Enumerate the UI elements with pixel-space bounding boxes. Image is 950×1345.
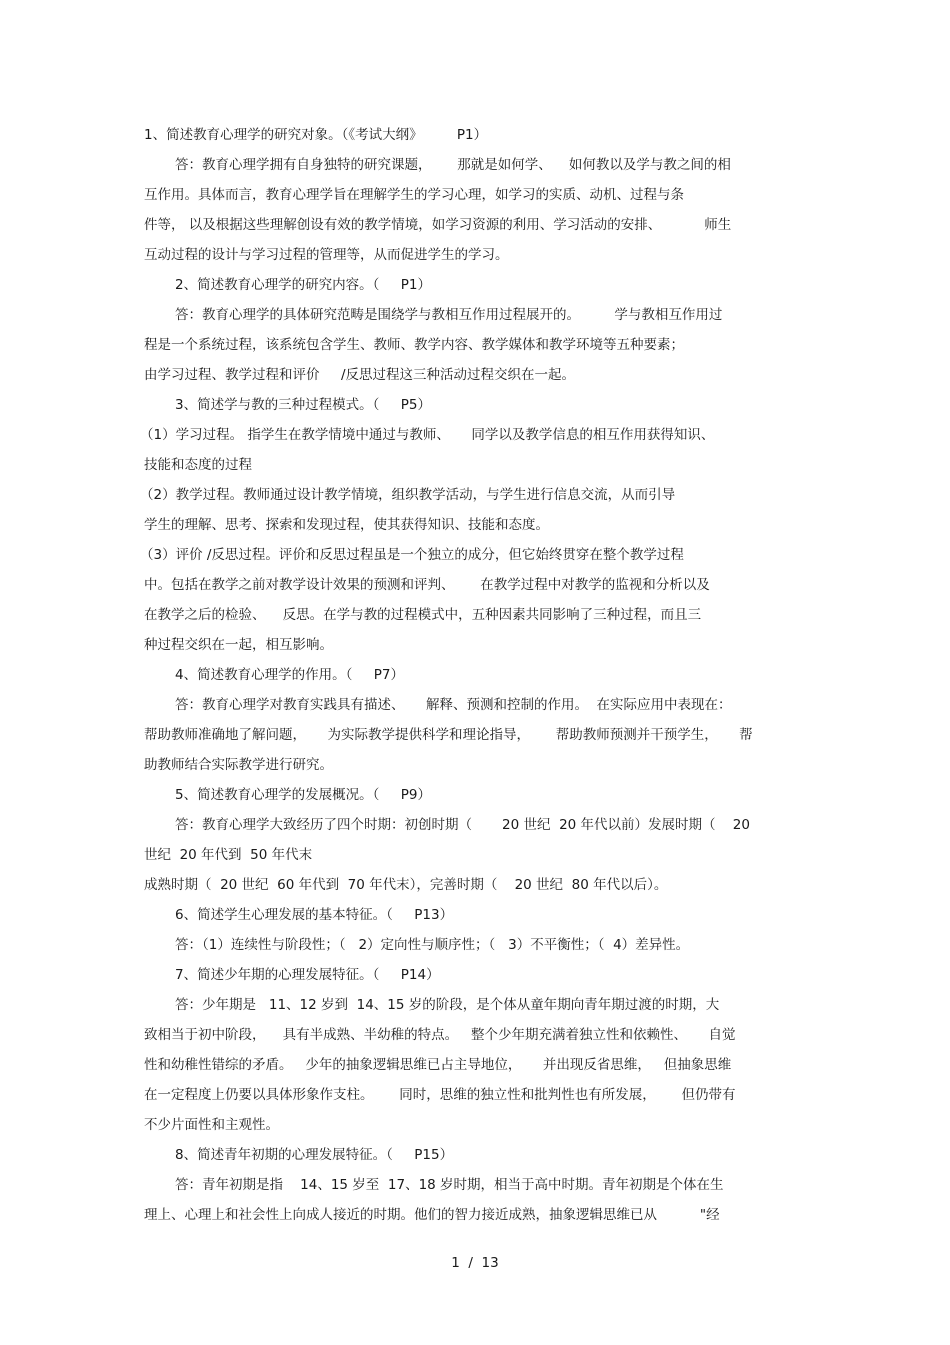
question-8-title: 8、简述青年初期的心理发展特征。（ P15） [175, 1147, 454, 1163]
answer-1-line-1: 答：教育心理学拥有自身独特的研究课题， 那就是如何学、 如何教以及学与教之间的相 [175, 157, 731, 173]
answer-3-item-1-line-2: 技能和态度的过程 [144, 457, 252, 473]
question-5-title: 5、简述教育心理学的发展概况。（ P9） [175, 787, 432, 803]
answer-5-line-1: 答：教育心理学大致经历了四个时期：初创时期（ 20 世纪 20 年代以前）发展时期（ 20 [175, 817, 750, 833]
question-4-title: 4、简述教育心理学的作用。（ P7） [175, 667, 405, 683]
answer-3-item-3-line-2: 中。包括在教学之前对教学设计效果的预测和评判、 在教学过程中对教学的监视和分析以及 [144, 577, 710, 593]
answer-1-line-3: 件等， 以及根据这些理解创设有效的教学情境，如学习资源的利用、学习活动的安排、 师生 [144, 217, 732, 233]
answer-2-line-1: 答：教育心理学的具体研究范畴是围绕学与教相互作用过程展开的。 学与教相互作用过 [175, 307, 723, 323]
answer-3-item-2-line-1: （2）教学过程。教师通过设计教学情境，组织教学活动，与学生进行信息交流，从而引导 [140, 487, 676, 503]
question-2-title: 2、简述教育心理学的研究内容。（ P1） [175, 277, 432, 293]
answer-3-item-1-line-1: （1）学习过程。 指学生在教学情境中通过与教师、 同学以及教学信息的相互作用获得知识、 [140, 427, 715, 443]
page-number: 1 / 13 [451, 1255, 499, 1271]
answer-7-line-5: 不少片面性和主观性。 [144, 1117, 279, 1133]
answer-7-line-4: 在一定程度上仍要以具体形象作支柱。 同时，思维的独立性和批判性也有所发展， 但仍带有 [144, 1087, 736, 1103]
answer-8-line-1: 答：青年初期是指 14、15 岁至 17、18 岁时期，相当于高中时期。青年初期是个体在生 [175, 1177, 724, 1193]
question-7-title: 7、简述少年期的心理发展特征。（ P14） [175, 967, 440, 983]
question-1-title: 1、简述教育心理学的研究对象。（《考试大纲》 P1） [144, 127, 488, 143]
answer-3-item-3-line-3: 在教学之后的检验、 反思。在学与教的过程模式中，五种因素共同影响了三种过程，而且三 [144, 607, 702, 623]
answer-4-line-3: 助教师结合实际教学进行研究。 [144, 757, 333, 773]
answer-7-line-3: 性和幼稚性错综的矛盾。 少年的抽象逻辑思维已占主导地位， 并出现反省思维， 但抽象思维 [144, 1057, 732, 1073]
answer-1-line-2: 互作用。具体而言，教育心理学旨在理解学生的学习心理，如学习的实质、动机、过程与条 [144, 187, 684, 203]
answer-6-line-1: 答：（1）连续性与阶段性；（ 2）定向性与顺序性；（ 3）不平衡性；（ 4）差异性。 [175, 937, 690, 953]
answer-2-line-3: 由学习过程、教学过程和评价 /反思过程这三种活动过程交织在一起。 [144, 367, 576, 383]
answer-7-line-2: 致相当于初中阶段， 具有半成熟、半幼稚的特点。 整个少年期充满着独立性和依赖性、 自觉 [144, 1027, 736, 1043]
answer-8-line-2: 理上、心理上和社会性上向成人接近的时期。他们的智力接近成熟，抽象逻辑思维已从 "经 [144, 1207, 720, 1223]
question-6-title: 6、简述学生心理发展的基本特征。（ P13） [175, 907, 454, 923]
answer-4-line-2: 帮助教师准确地了解问题， 为实际教学提供科学和理论指导， 帮助教师预测并干预学生， 帮 [144, 727, 753, 743]
answer-3-item-3-line-1: （3）评价 /反思过程。评价和反思过程虽是一个独立的成分，但它始终贯穿在整个教学过程 [140, 547, 684, 563]
answer-3-item-3-line-4: 种过程交织在一起，相互影响。 [144, 637, 333, 653]
answer-1-line-4: 互动过程的设计与学习过程的管理等，从而促进学生的学习。 [144, 247, 509, 263]
answer-3-item-2-line-2: 学生的理解、思考、探索和发现过程，使其获得知识、技能和态度。 [144, 517, 549, 533]
answer-5-line-2: 世纪 20 年代到 50 年代末 [144, 847, 313, 863]
answer-4-line-1: 答：教育心理学对教育实践具有描述、 解释、预测和控制的作用。 在实际应用中表现在： [175, 697, 732, 713]
answer-5-line-3: 成熟时期（ 20 世纪 60 年代到 70 年代末），完善时期（ 20 世纪 80 年代以后）。 [144, 877, 668, 893]
question-3-title: 3、简述学与教的三种过程模式。（ P5） [175, 397, 432, 413]
answer-2-line-2: 程是一个系统过程，该系统包含学生、教师、教学内容、教学媒体和教学环境等五种要素； [144, 337, 684, 353]
answer-7-line-1: 答：少年期是 11、12 岁到 14、15 岁的阶段，是个体从童年期向青年期过渡的时期，大 [175, 997, 720, 1013]
